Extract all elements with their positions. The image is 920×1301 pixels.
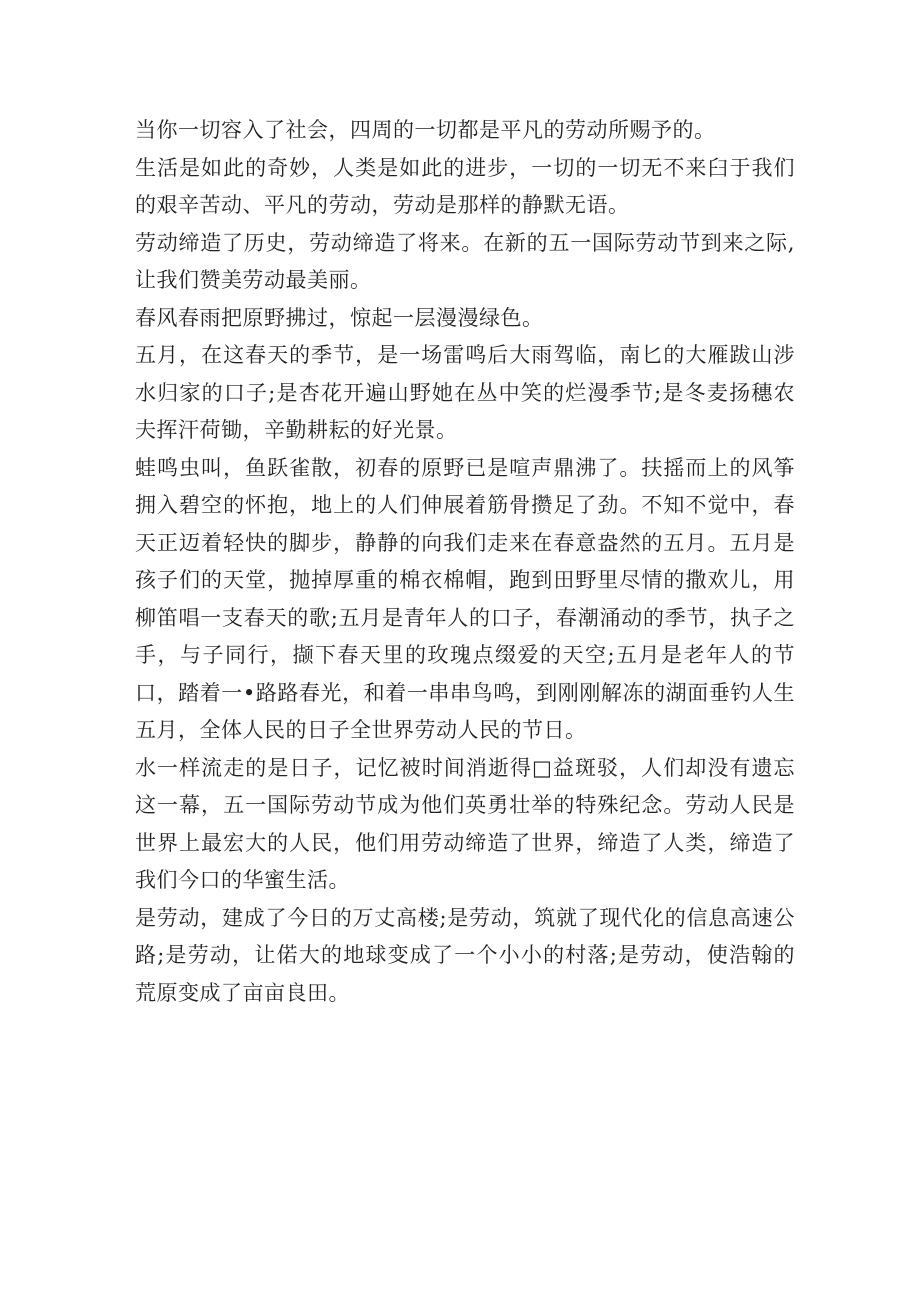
paragraph-6: 蛙鸣虫叫，鱼跃雀散，初春的原野已是喧声鼎沸了。扶摇而上的风筝拥入碧空的怀抱，地上的人们伸展着筋骨攒足了劲。不知不觉中，春天正迈着轻快的脚步，静静的向我们走来在春意盎然的五月。五月是孩子们的天堂，抛掉厚重的棉衣棉帽，跑到田野里尽情的撒欢儿，用柳笛唱一支春天的歌;五月是青年人的口子，春潮涌动的季节，执子之手，与子同行，撷下春天里的玫瑰点缀爱的天空;五月是老年人的节口，踏着一•路路春光，和着一串串鸟鸣，到刚刚解冻的湖面垂钓人生五月，全体人民的日子全世界劳动人民的节日。 xyxy=(135,455,795,742)
document-body xyxy=(135,112,795,1012)
paragraph-8: 是劳动，建成了今日的万丈高楼;是劳动，筑就了现代化的信息高速公路;是劳动，让偌大的地球变成了一个小小的村落;是劳动，使浩翰的荒原变成了亩亩良田。 xyxy=(135,905,795,1005)
paragraph-1: 当你一切容入了社会，四周的一切都是平凡的劳动所赐予的。 xyxy=(135,118,716,142)
paragraph-4: 春风春雨把原野拂过，惊起一层漫漫绿色。 xyxy=(135,305,544,330)
paragraph-3: 劳动缔造了历史，劳动缔造了将来。在新的五一国际劳动节到来之际,让我们赞美劳动最美丽。 xyxy=(135,230,795,292)
paragraph-2: 生活是如此的奇妙，人类是如此的进步，一切的一切无不来臼于我们的艰辛苦动、平凡的劳动，劳动是那样的静默无语。 xyxy=(135,155,795,217)
paragraph-7: 水一样流走的是日子，记忆被时间消逝得□益斑驳，人们却没有遗忘这一幕，五一国际劳动节成为他们英勇壮举的特殊纪念。劳动人民是世界上最宏大的人民，他们用劳动缔造了世界，缔造了人类，缔造了我们今口的华蜜生活。 xyxy=(135,755,795,892)
paragraph-5: 五月，在这春天的季节，是一场雷鸣后大雨驾临，南匕的大雁跋山涉水归家的口子;是杏花开遍山野她在丛中笑的烂漫季节;是冬麦扬穗农夫挥汗荷锄，辛勤耕耘的好光景。 xyxy=(135,343,795,442)
